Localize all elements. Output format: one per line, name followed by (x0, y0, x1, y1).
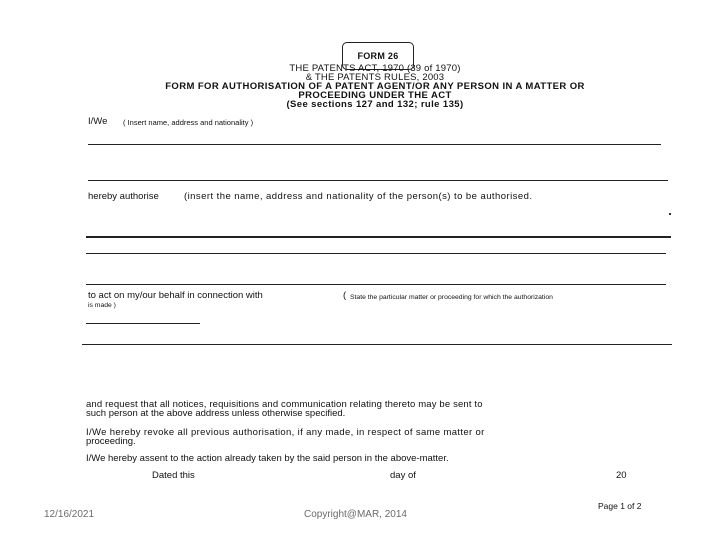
stray-dot (669, 213, 671, 215)
form-title-line-1: FORM FOR AUTHORISATION OF A PATENT AGENT/OR ANY PERSON IN A MATTER OR (165, 81, 585, 92)
revoke-line-2: proceeding. (86, 436, 136, 447)
year-label: 20 (616, 470, 627, 481)
iwe-label: I/We (88, 116, 108, 127)
act-title: THE PATENTS ACT, 1970 (39 of 1970) (289, 63, 461, 74)
day-of-label: day of (390, 470, 416, 481)
behalf-instruction-cont: is made ) (88, 302, 116, 309)
authorise-instruction: (insert the name, address and nationality of the person(s) to be authorised. (184, 191, 533, 202)
authorised-person-line-2[interactable] (86, 253, 666, 254)
matter-line[interactable] (82, 344, 672, 345)
request-line-1: and request that all notices, requisitions and communication relating thereto may be sent to (86, 399, 483, 410)
behalf-paren: ( (343, 290, 347, 301)
form-title-line-2: PROCEEDING UNDER THE ACT (298, 90, 452, 101)
applicant-line-1[interactable] (88, 144, 661, 145)
footer-date: 12/16/2021 (44, 509, 95, 520)
assent-line: I/We hereby assent to the action already taken by the said person in the above-matter. (86, 453, 449, 464)
authorised-person-line-3[interactable] (86, 284, 666, 285)
request-line-2: such person at the above address unless otherwise specified. (86, 408, 346, 419)
iwe-instruction: ( Insert name, address and nationality ) (123, 118, 254, 127)
form-number-label: FORM 26 (357, 51, 399, 61)
revoke-line-1: I/We hereby revoke all previous authorisation, if any made, in respect of same matter or (86, 427, 485, 438)
page-number: Page 1 of 2 (598, 501, 642, 511)
behalf-instruction: State the particular matter or proceeding for which the authorization (350, 294, 553, 301)
dated-label: Dated this (152, 470, 195, 481)
authorised-person-line-1[interactable] (86, 236, 671, 238)
applicant-line-2[interactable] (88, 180, 668, 181)
form-sections-reference: (See sections 127 and 132; rule 135) (286, 99, 464, 110)
matter-short-line[interactable] (86, 323, 200, 324)
rules-title: & THE PATENTS RULES, 2003 (305, 72, 445, 83)
footer-copyright: Copyright@MAR, 2014 (304, 509, 407, 520)
authorise-label: hereby authorise (88, 191, 159, 202)
behalf-label: to act on my/our behalf in connection with (88, 290, 263, 301)
